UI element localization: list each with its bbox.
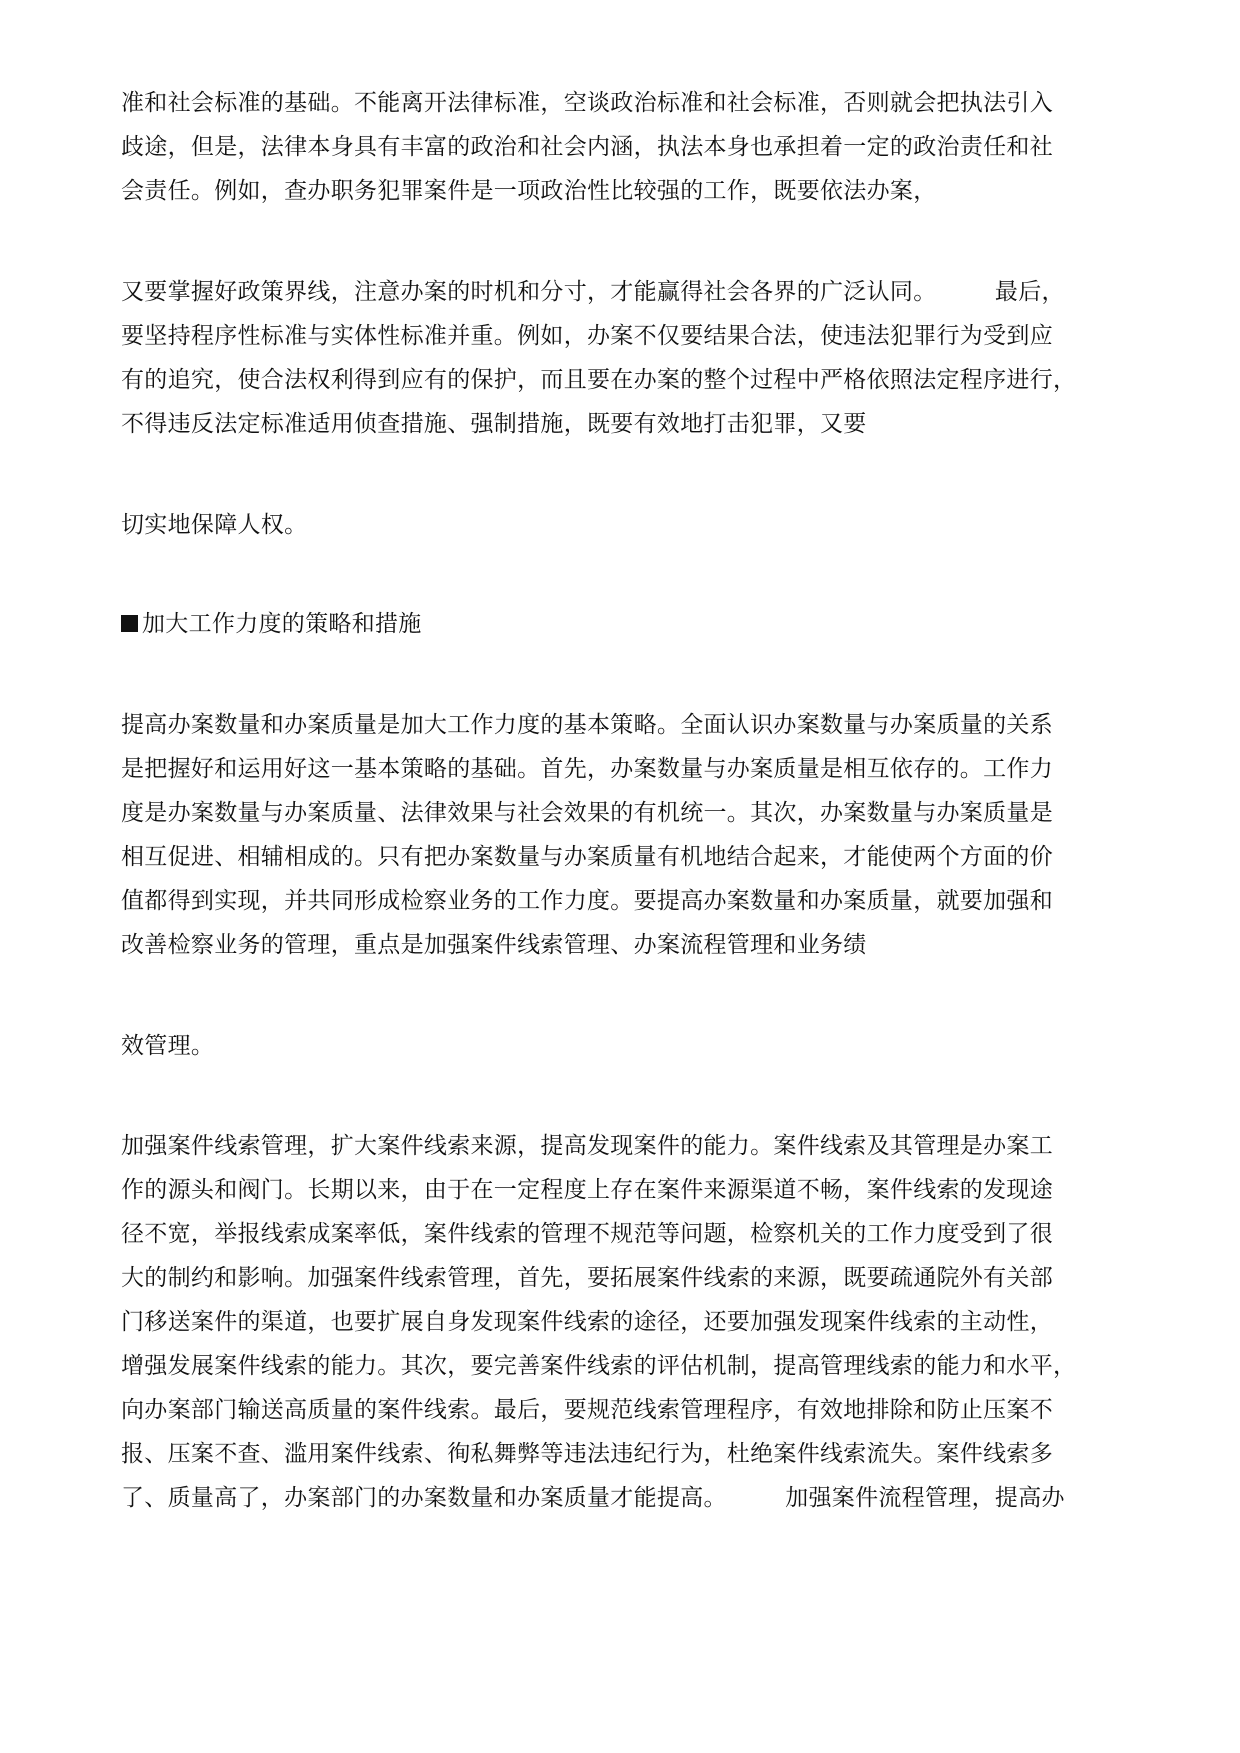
paragraph-line: 作的源头和阀门。长期以来，由于在一定程度上存在案件来源渠道不畅，案件线索的发现途 bbox=[121, 1177, 1053, 1203]
paragraph-line: 有的追究，使合法权利得到应有的保护，而且要在办案的整个过程中严格依照法定程序进行， bbox=[121, 367, 1077, 393]
section-heading bbox=[121, 609, 422, 639]
paragraph-line: 不得违反法定标准适用侦查措施、强制措施，既要有效地打击犯罪，又要 bbox=[121, 411, 867, 437]
paragraph-line: 提高办案数量和办案质量是加大工作力度的基本策略。全面认识办案数量与办案质量的关系 bbox=[121, 712, 1053, 738]
paragraph-line: 是把握好和运用好这一基本策略的基础。首先，办案数量与办案质量是相互依存的。工作力 bbox=[121, 756, 1053, 782]
paragraph-line: 增强发展案件线索的能力。其次，要完善案件线索的评估机制，提高管理线索的能力和水平， bbox=[121, 1353, 1077, 1379]
paragraph-line: 会责任。例如，查办职务犯罪案件是一项政治性比较强的工作，既要依法办案， bbox=[121, 178, 937, 204]
paragraph-line: 径不宽，举报线索成案率低，案件线索的管理不规范等问题，检察机关的工作力度受到了很 bbox=[121, 1221, 1053, 1247]
section-heading-text: 加大工作力度的策略和措施 bbox=[142, 611, 422, 637]
paragraph-line: 准和社会标准的基础。不能离开法律标准，空谈政治标准和社会标准，否则就会把执法引入 bbox=[121, 90, 1053, 116]
paragraph-line: 切实地保障人权。 bbox=[121, 512, 308, 538]
paragraph-line: 大的制约和影响。加强案件线索管理，首先，要拓展案件线索的来源，既要疏通院外有关部 bbox=[121, 1265, 1053, 1291]
paragraph-line: 度是办案数量与办案质量、法律效果与社会效果的有机统一。其次，办案数量与办案质量是 bbox=[121, 800, 1053, 826]
paragraph-line: 了、质量高了，办案部门的办案数量和办案质量才能提高。 加强案件流程管理，提高办 bbox=[121, 1485, 1065, 1511]
paragraph-line: 值都得到实现，并共同形成检察业务的工作力度。要提高办案数量和办案质量，就要加强和 bbox=[121, 888, 1053, 914]
paragraph-line: 相互促进、相辅相成的。只有把办案数量与办案质量有机地结合起来，才能使两个方面的价 bbox=[121, 844, 1053, 870]
paragraph-line: 效管理。 bbox=[121, 1033, 215, 1059]
paragraph-line: 报、压案不查、滥用案件线索、徇私舞弊等违法违纪行为，杜绝案件线索流失。案件线索多 bbox=[121, 1441, 1053, 1467]
paragraph-line: 又要掌握好政策界线，注意办案的时机和分寸，才能赢得社会各界的广泛认同。 最后， bbox=[121, 279, 1065, 305]
paragraph-line: 门移送案件的渠道，也要扩展自身发现案件线索的途径，还要加强发现案件线索的主动性， bbox=[121, 1309, 1053, 1335]
paragraph-line: 加强案件线索管理，扩大案件线索来源，提高发现案件的能力。案件线索及其管理是办案工 bbox=[121, 1133, 1053, 1159]
square-bullet-icon bbox=[121, 615, 138, 632]
paragraph-line: 改善检察业务的管理，重点是加强案件线索管理、办案流程管理和业务绩 bbox=[121, 932, 867, 958]
paragraph-line: 向办案部门输送高质量的案件线索。最后，要规范线索管理程序，有效地排除和防止压案不 bbox=[121, 1397, 1053, 1423]
paragraph-line: 要坚持程序性标准与实体性标准并重。例如，办案不仅要结果合法，使违法犯罪行为受到应 bbox=[121, 323, 1053, 349]
paragraph-line: 歧途，但是，法律本身具有丰富的政治和社会内涵，执法本身也承担着一定的政治责任和社 bbox=[121, 134, 1053, 160]
